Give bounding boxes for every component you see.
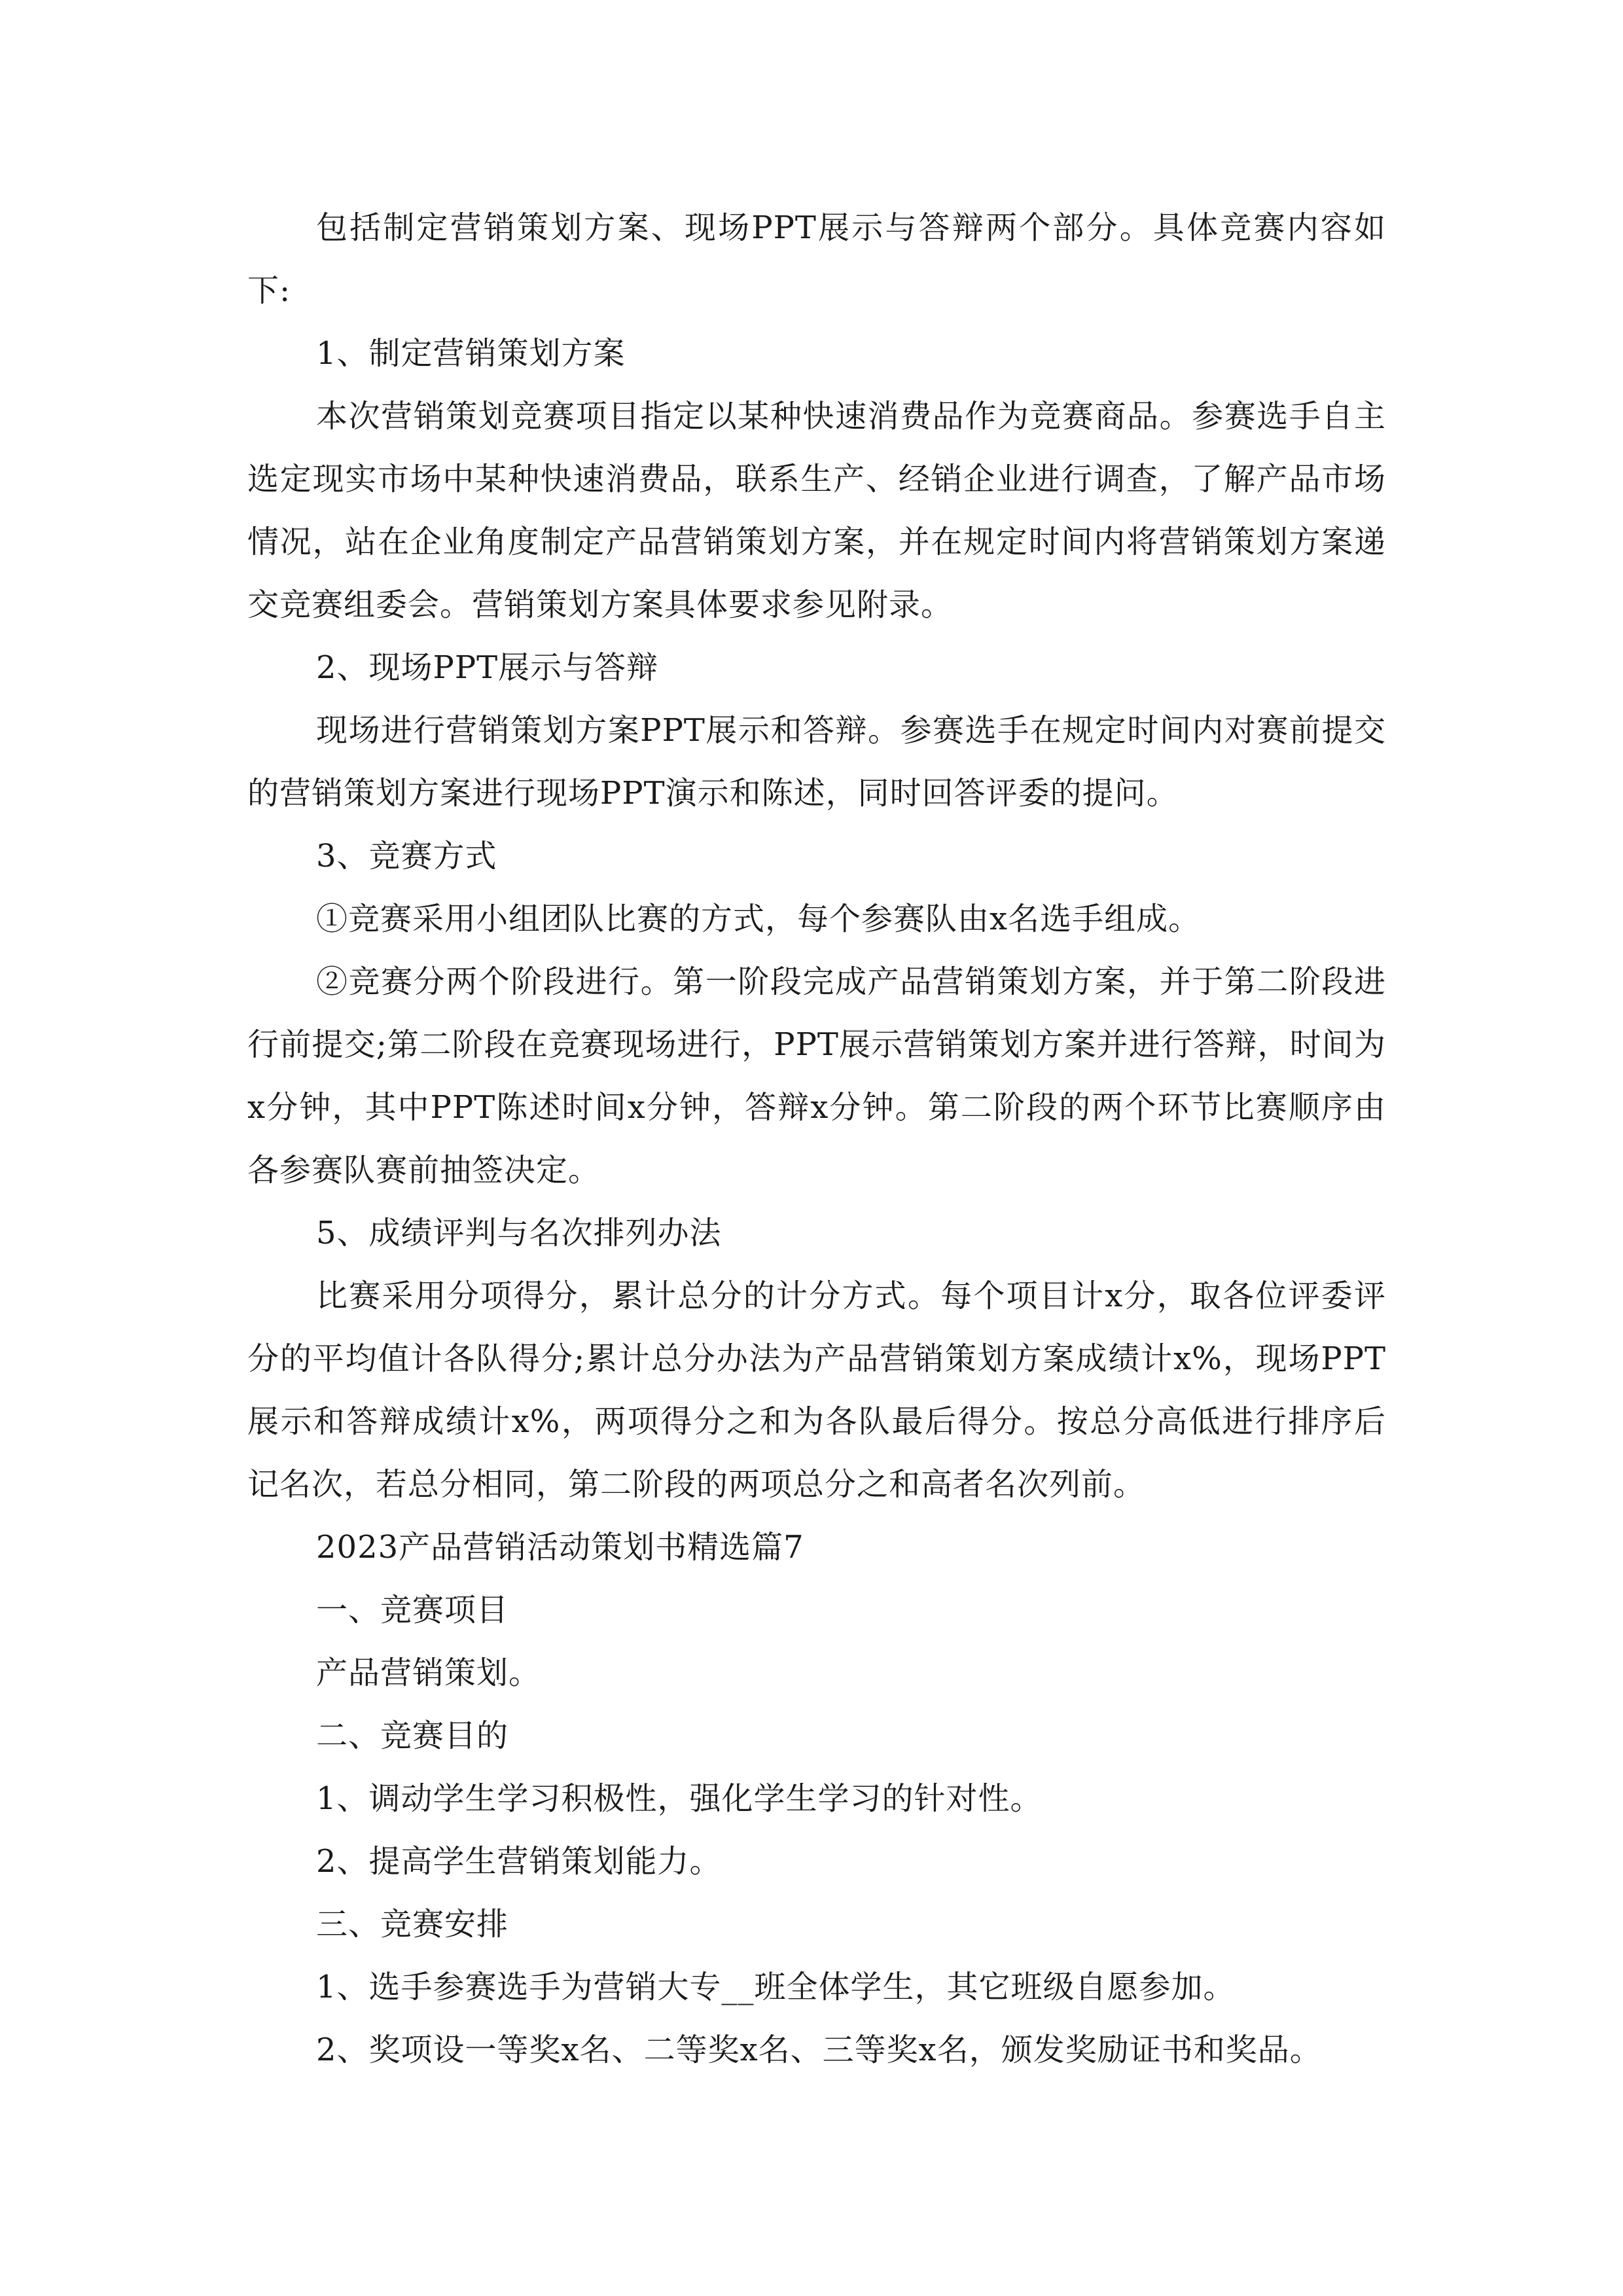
paragraph-arrangement-2: 2、奖项设一等奖x名、二等奖x名、三等奖x名，颁发奖励证书和奖品。 [316,2032,1322,2068]
heading-competition-purpose: 二、竞赛目的 [316,1717,509,1754]
heading-competition-format: 3、竞赛方式 [316,838,497,874]
paragraph-purpose-1: 1、调动学生学习积极性，强化学生学习的针对性。 [316,1780,1043,1817]
paragraph-arrangement-1: 1、选手参赛选手为营销大专__班全体学生，其它班级自愿参加。 [316,1969,1236,2005]
paragraph-intro: 包括制定营销策划方案、现场PPT展示与答辩两个部分。具体竞赛内容如下: [247,209,1386,309]
paragraph-format-stages: ②竞赛分两个阶段进行。第一阶段完成产品营销策划方案，并于第二阶段进行前提交;第二阶段在竞赛现场进行，PPT展示营销策划方案并进行答辩，时间为x分钟，其中PPT陈述时间x分钟，答辩x分钟。第二阶段的两个环节比赛顺序由各参赛队赛前抽签决定。 [247,963,1386,1189]
paragraph-format-team: ①竞赛采用小组团队比赛的方式，每个参赛队由x名选手组成。 [316,901,1201,937]
heading-ppt-defense: 2、现场PPT展示与答辩 [316,649,659,686]
paragraph-scoring: 比赛采用分项得分，累计总分的计分方式。每个项目计x分，取各位评委评分的平均值计各队得分;累计总分办法为产品营销策划方案成绩计x%，现场PPT展示和答辩成绩计x%，两项得分之和为各队最后得分。按总分高低进行排序后记名次，若总分相同，第二阶段的两项总分之和高者名次列前。 [247,1278,1386,1503]
heading-competition-arrangement: 三、竞赛安排 [316,1906,509,1943]
heading-scoring: 5、成绩评判与名次排列办法 [316,1215,722,1251]
section-title: 2023产品营销活动策划书精选篇7 [316,1529,804,1566]
heading-marketing-plan: 1、制定营销策划方案 [316,335,626,372]
paragraph-competition-item: 产品营销策划。 [316,1655,541,1691]
document-body [247,196,1386,2081]
paragraph-ppt-defense: 现场进行营销策划方案PPT展示和答辩。参赛选手在规定时间内对赛前提交的营销策划方案进行现场PPT演示和陈述，同时回答评委的提问。 [247,712,1386,812]
heading-competition-item: 一、竞赛项目 [316,1592,509,1628]
paragraph-purpose-2: 2、提高学生营销策划能力。 [316,1843,722,1880]
paragraph-marketing-plan: 本次营销策划竞赛项目指定以某种快速消费品作为竞赛商品。参赛选手自主选定现实市场中某种快速消费品，联系生产、经销企业进行调查，了解产品市场情况，站在企业角度制定产品营销策划方案，并在规定时间内将营销策划方案递交竞赛组委会。营销策划方案具体要求参见附录。 [247,398,1386,623]
